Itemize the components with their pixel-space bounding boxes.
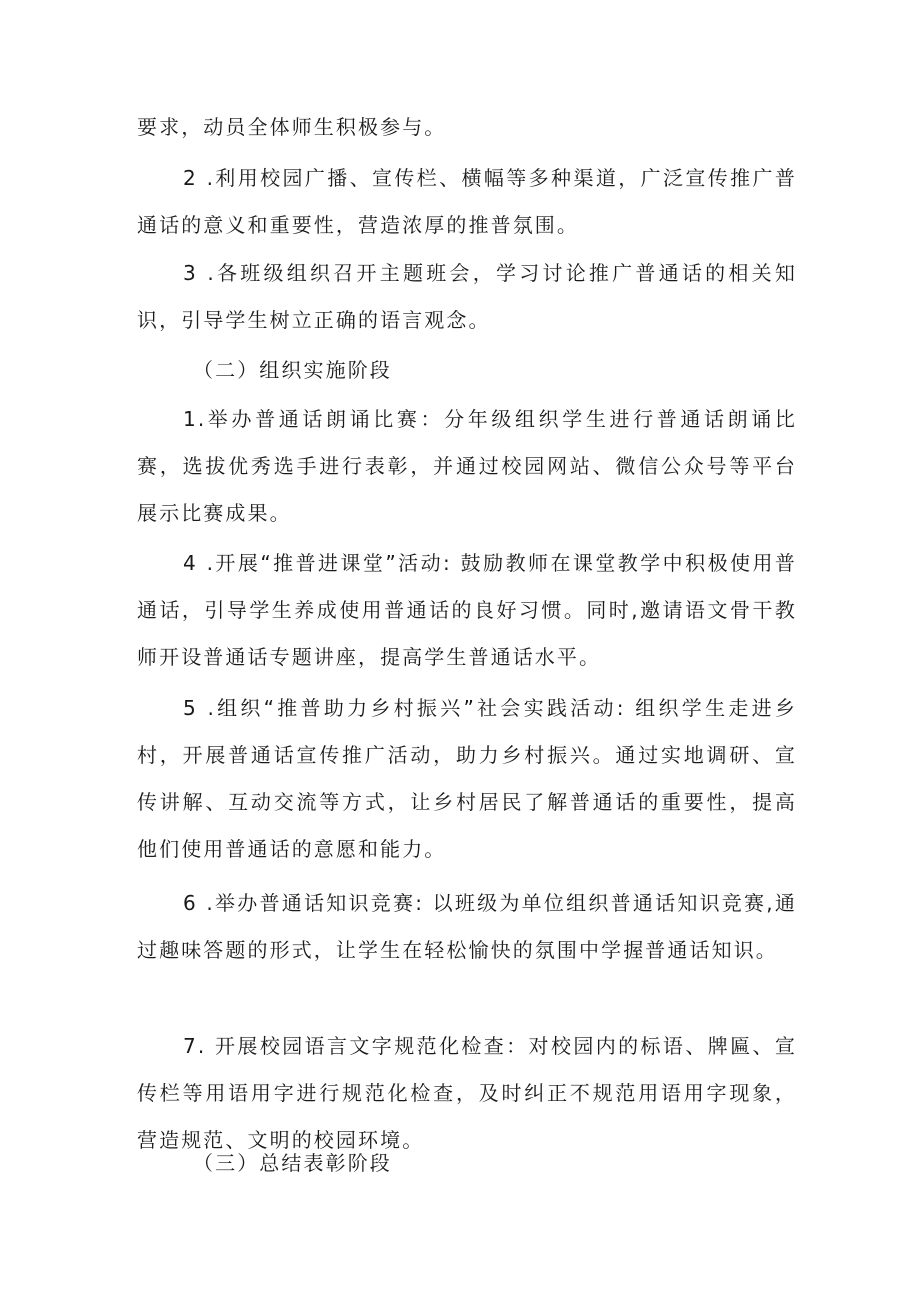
paragraph-item-3: 3 .各班级组织召开主题班会，学习讨论推广普通话的相关知识，引导学生树立正确的语言观念。 [137,261,797,332]
section-heading-2: （二）组织实施阶段 [193,358,392,382]
paragraph-continuation: 要求，动员全体师生积极参与。 [137,115,447,139]
paragraph-item-4: 4 .开展“推普进课堂”活动: 鼓励教师在课堂教学中积极使用普通话，引导学生养成使用普通话的良好习惯。同时,邀请语文骨干教师开设普通话专题讲座，提高学生普通话水平。 [137,551,797,669]
paragraph-item-6: 6 .举办普通话知识竞赛: 以班级为单位组织普通话知识竞赛,通过趣味答题的形式，让学生在轻松愉快的氛围中学握普通话知识。 [137,891,797,962]
section-heading-3: （三）总结表彰阶段 [193,1151,392,1175]
paragraph-item-7: 7. 开展校园语言文字规范化检查：对校园内的标语、牌匾、宣传栏等用语用字进行规范化检查，及时纠正不规范用语用字现象，营造规范、文明的校园环境。 [137,1034,797,1152]
paragraph-item-recitation: 1.举办普通话朗诵比赛：分年级组织学生进行普通话朗诵比赛，选拔优秀选手进行表彰，并通过校园网站、微信公众号等平台展示比赛成果。 [137,407,797,525]
paragraph-item-5: 5 .组织“推普助力乡村振兴”社会实践活动: 组织学生走进乡村，开展普通话宣传推广活动，助力乡村振兴。通过实地调研、宣传讲解、互动交流等方式，让乡村居民了解普通话的重要性，提高他们使用普通话的意愿和能力。 [137,696,797,861]
paragraph-item-2: 2 .利用校园广播、宣传栏、横幅等多种渠道，广泛宣传推广普通话的意义和重要性，营造浓厚的推普氛围。 [137,166,797,237]
